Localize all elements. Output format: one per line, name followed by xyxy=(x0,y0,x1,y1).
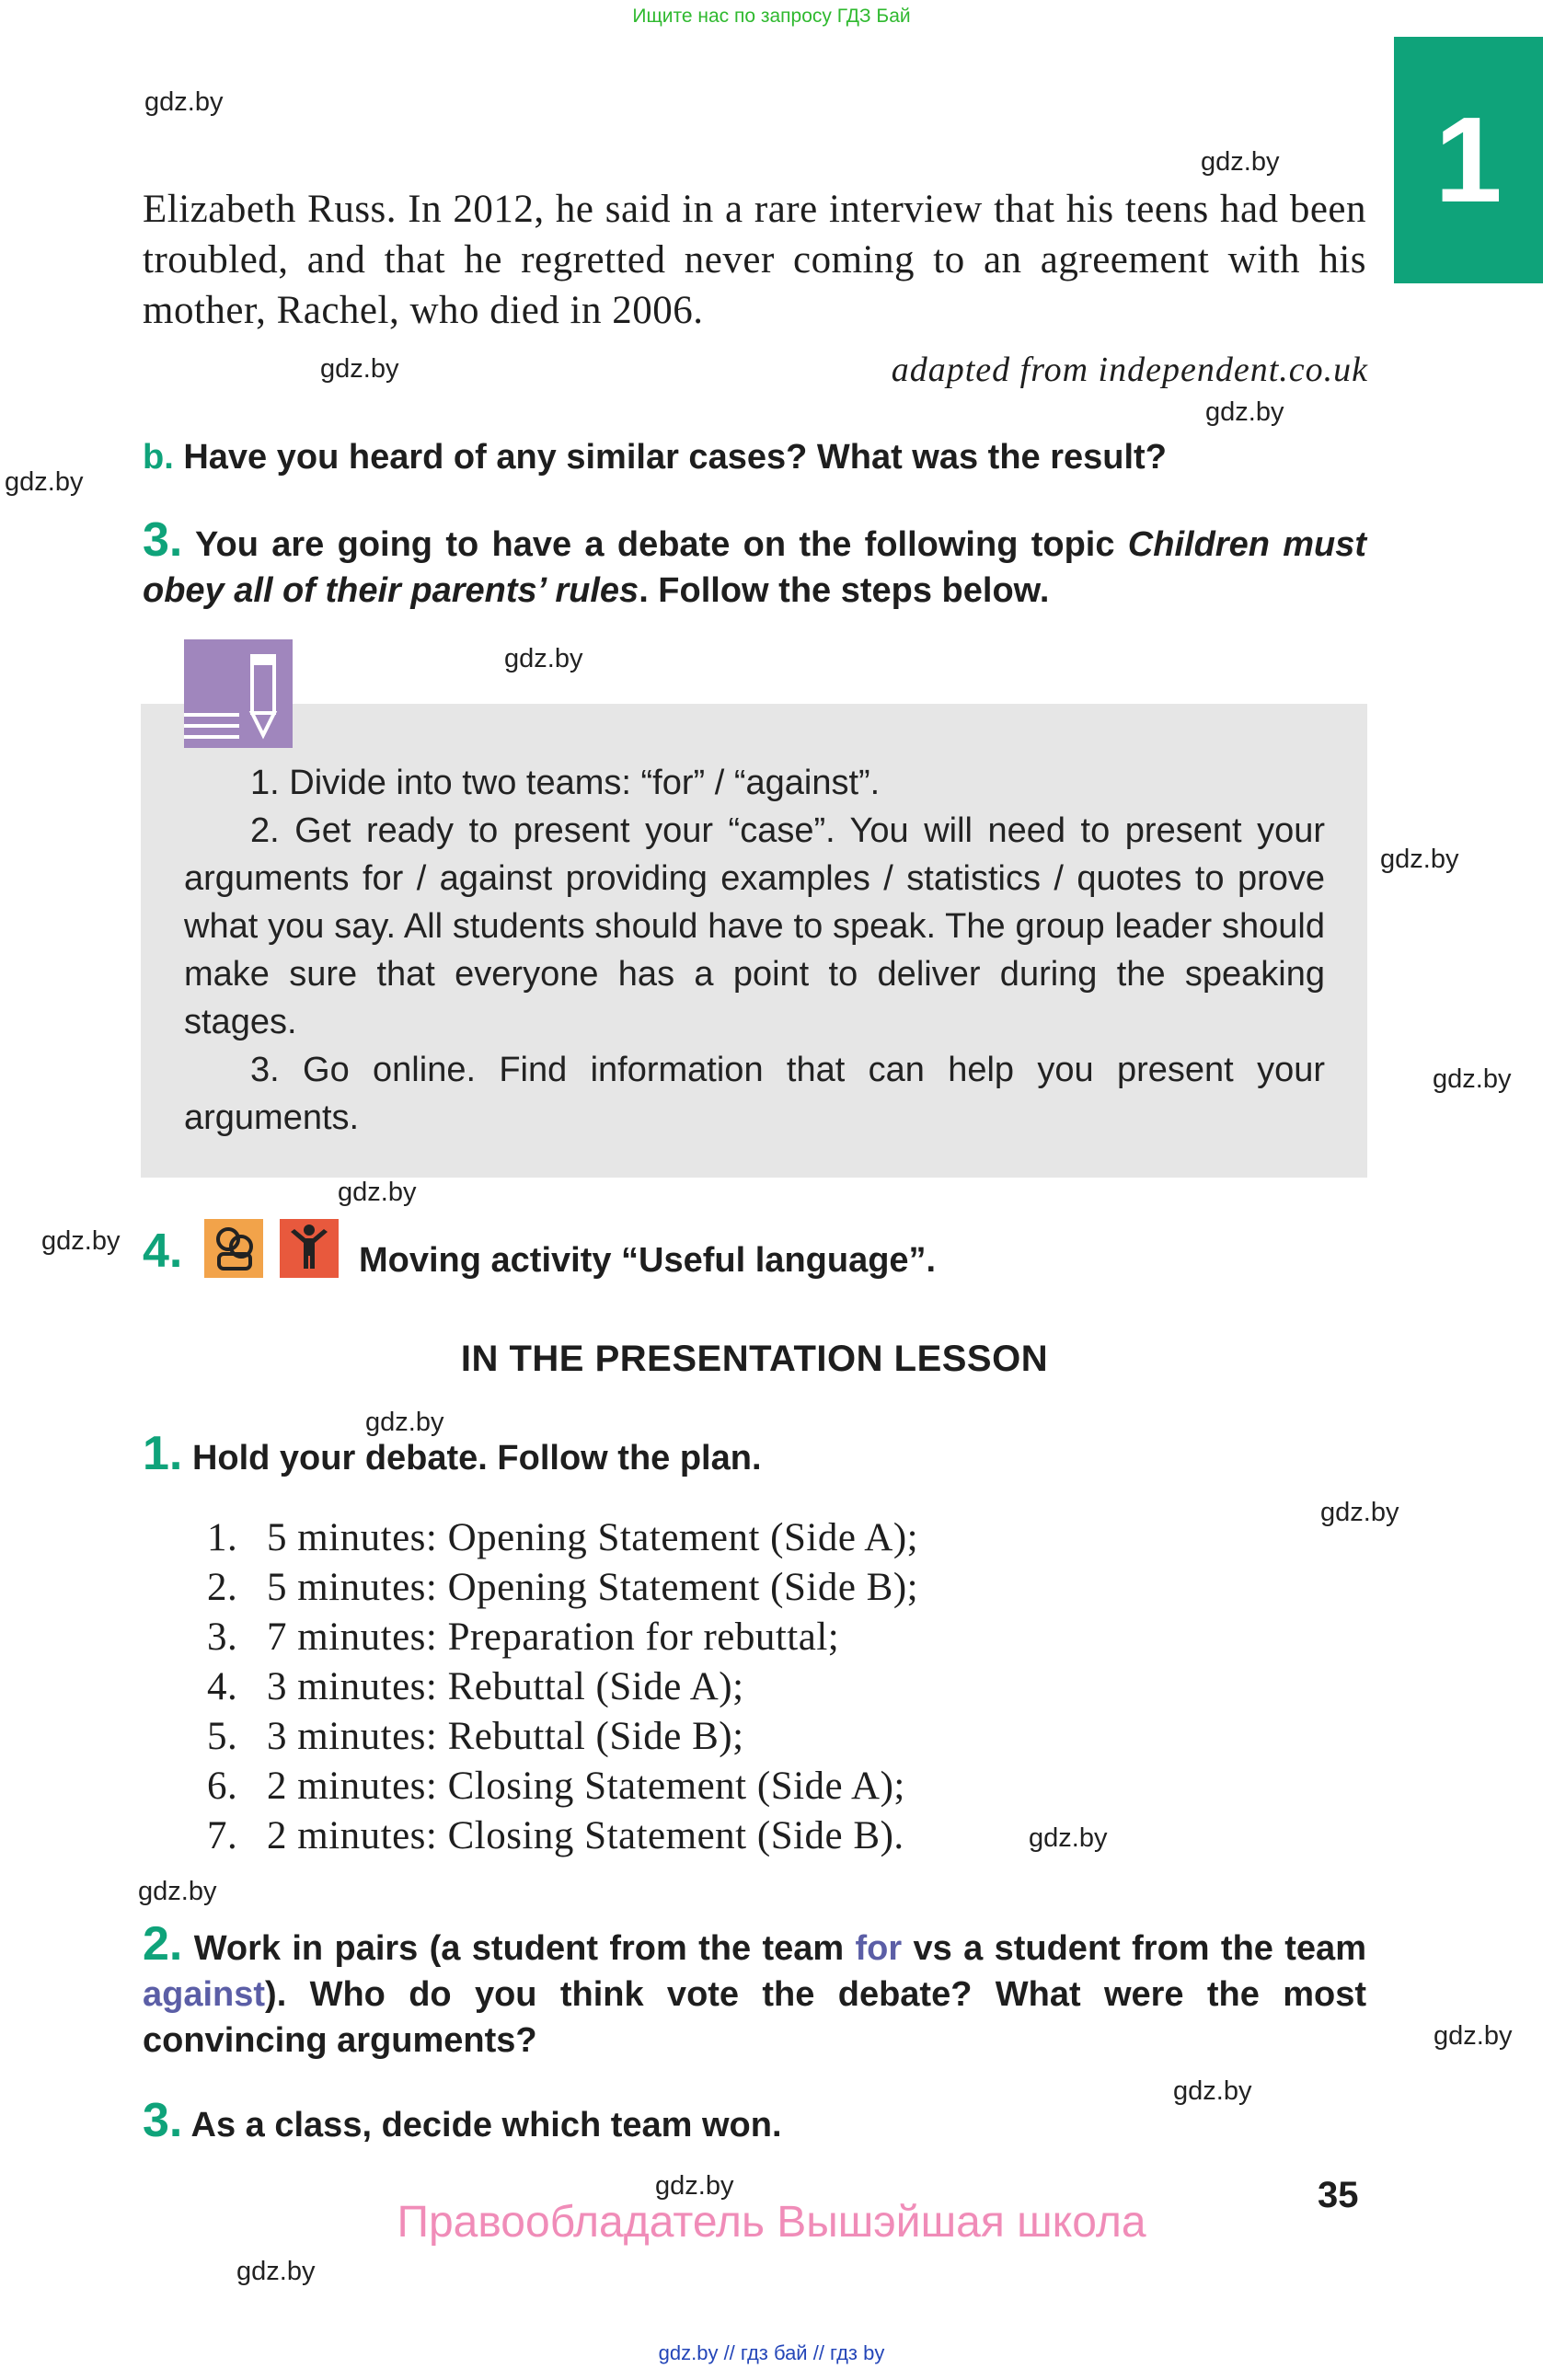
article-paragraph: Elizabeth Russ. In 2012, he said in a rare interview that his teens had been troubled, and that he regretted never coming to an agreement with his mother, Rachel, who died in 2006. xyxy=(143,188,1366,332)
watermark: gdz.by xyxy=(1173,2076,1252,2106)
task-3-text: You are going to have a debate on the following topic xyxy=(195,525,1128,564)
plan-item xyxy=(207,1811,918,1861)
watermark: gdz.by xyxy=(1201,147,1280,177)
plan-item xyxy=(207,1662,918,1712)
lesson-task-1 xyxy=(143,1427,1366,1481)
lesson-task-2-text: Work in pairs (a student from the team xyxy=(193,1929,856,1968)
lesson-task-2-number: 2. xyxy=(143,1917,183,1971)
lesson-task-1-number: 1. xyxy=(143,1427,183,1480)
task-4-number-wrap xyxy=(143,1224,183,1279)
watermark: gdz.by xyxy=(1029,1823,1108,1853)
lesson-task-2 xyxy=(143,1917,1366,2064)
plan-item xyxy=(207,1613,918,1662)
plan-item-text: 5 minutes: Opening Statement (Side B); xyxy=(267,1566,919,1609)
plan-item xyxy=(207,1513,918,1563)
task-3 xyxy=(143,513,1367,614)
task-3-text-end: . Follow the steps below. xyxy=(639,571,1050,610)
moving-activity-icon xyxy=(280,1219,339,1278)
lesson-task-2-text-mid: vs a student from the team xyxy=(902,1929,1366,1968)
lesson-task-3 xyxy=(143,2094,1366,2148)
group-work-icon xyxy=(204,1219,263,1278)
task-4-text: Moving activity “Useful language”. xyxy=(359,1241,937,1280)
watermark: gdz.by xyxy=(138,1877,217,1906)
watermark: gdz.by xyxy=(1320,1498,1399,1527)
plan-item xyxy=(207,1712,918,1762)
lesson-task-1-text: Hold your debate. Follow the plan. xyxy=(191,1439,762,1477)
debate-topic: Children must obey all of their parents’ rules xyxy=(143,525,1367,610)
team-for-highlight: for xyxy=(855,1929,903,1968)
plan-item-text: 7 minutes: Preparation for rebuttal; xyxy=(267,1615,840,1659)
task-b xyxy=(143,434,1366,480)
rights-holder: Правообладатель Вышэйшая школа xyxy=(397,2198,1146,2247)
watermark: gdz.by xyxy=(1205,397,1284,427)
step-2: 2. Get ready to present your “case”. You will need to present your arguments for / against providing examples / statistics / quotes to prove what you say. All students should have to speak. The group leader should make sure that everyone has a point to deliver during the speaking stages. xyxy=(184,811,1325,1041)
watermark: gdz.by xyxy=(1380,845,1459,874)
team-against-highlight: against xyxy=(143,1975,266,2014)
plan-item-text: 2 minutes: Closing Statement (Side B). xyxy=(267,1814,904,1857)
watermark: gdz.by xyxy=(144,87,224,117)
watermark: gdz.by xyxy=(41,1226,121,1256)
watermark: gdz.by xyxy=(5,467,84,497)
plan-item-number: 5. xyxy=(207,1715,238,1758)
watermark: gdz.by xyxy=(320,354,399,384)
debate-plan xyxy=(207,1513,918,1861)
lesson-task-3-number: 3. xyxy=(143,2094,183,2147)
footer-links[interactable]: gdz.by // гдз бай // гдз by xyxy=(658,2341,885,2364)
watermark: gdz.by xyxy=(338,1178,417,1207)
task-4-number: 4. xyxy=(143,1224,183,1278)
lesson-task-3-text: As a class, decide which team won. xyxy=(190,2106,782,2144)
step-3: 3. Go online. Find information that can help you present your arguments. xyxy=(184,1051,1325,1137)
chapter-number-tab: 1 xyxy=(1394,37,1543,283)
plan-item-number: 7. xyxy=(207,1814,238,1857)
plan-item-text: 3 minutes: Rebuttal (Side B); xyxy=(267,1715,744,1758)
pencil-icon xyxy=(184,639,293,748)
watermark: gdz.by xyxy=(1434,2021,1513,2051)
watermark: gdz.by xyxy=(655,2171,734,2201)
watermark: gdz.by xyxy=(236,2257,316,2286)
plan-item-text: 3 minutes: Rebuttal (Side A); xyxy=(267,1665,744,1708)
task-3-number: 3. xyxy=(143,513,183,567)
plan-item-number: 2. xyxy=(207,1566,238,1609)
article-source: adapted from independent.co.uk xyxy=(891,351,1368,389)
watermark: gdz.by xyxy=(1433,1064,1512,1094)
plan-item xyxy=(207,1762,918,1811)
watermark: gdz.by xyxy=(365,1408,444,1437)
task-b-text: Have you heard of any similar cases? What was the result? xyxy=(183,438,1167,477)
page-number: 35 xyxy=(1318,2175,1359,2215)
task-b-label: b. xyxy=(143,438,174,477)
top-search-link[interactable]: Ищите нас по запросу ГДЗ Бай xyxy=(632,6,911,27)
plan-item xyxy=(207,1563,918,1613)
plan-item-number: 3. xyxy=(207,1615,238,1659)
lesson-task-2-text-end: ). Who do you think vote the debate? What were the most convincing arguments? xyxy=(143,1975,1366,2060)
plan-item-number: 4. xyxy=(207,1665,238,1708)
steps-list xyxy=(184,759,1325,1142)
plan-item-text: 5 minutes: Opening Statement (Side A); xyxy=(267,1516,919,1559)
section-title: IN THE PRESENTATION LESSON xyxy=(460,1339,1049,1379)
plan-item-number: 6. xyxy=(207,1765,238,1808)
plan-item-text: 2 minutes: Closing Statement (Side A); xyxy=(267,1765,905,1808)
watermark: gdz.by xyxy=(504,644,583,673)
step-1: 1. Divide into two teams: “for” / “against”. xyxy=(250,764,881,802)
plan-item-number: 1. xyxy=(207,1516,238,1559)
